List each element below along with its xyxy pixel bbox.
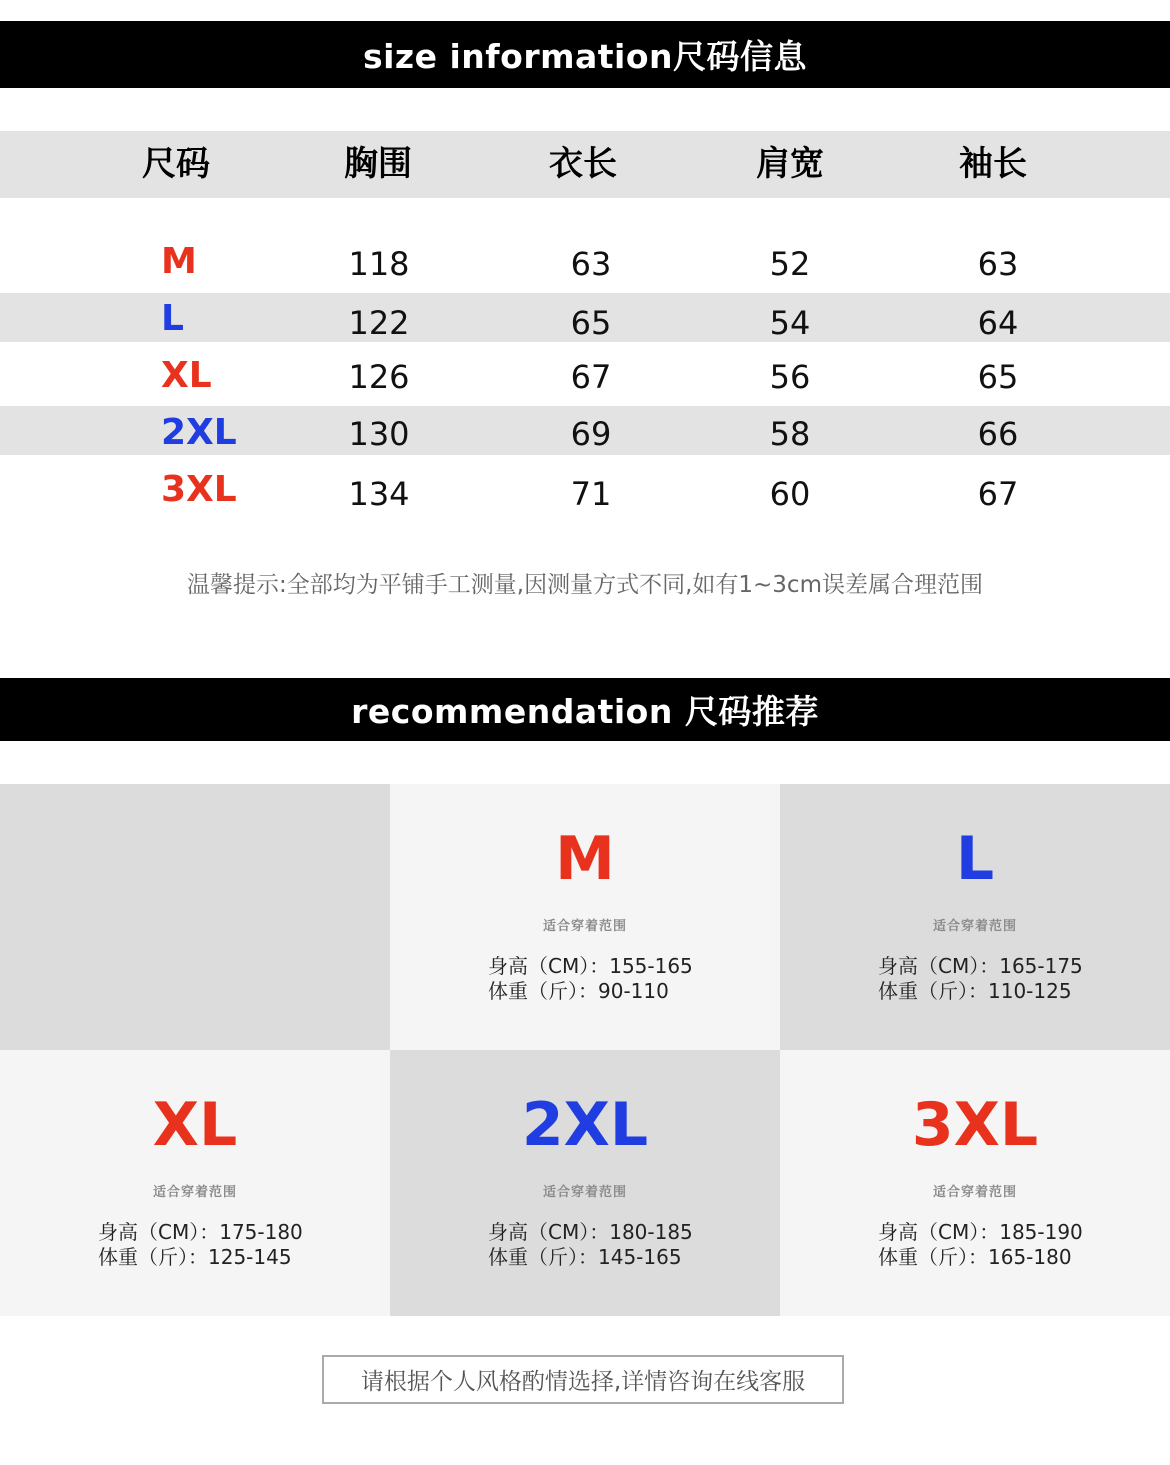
size-table-header	[0, 131, 1170, 198]
fit-label: 适合穿着范围	[932, 1185, 1017, 1200]
card-size: 2XL	[521, 1090, 649, 1160]
size-label-3xl: 3XL	[161, 469, 237, 510]
card-size: XL	[152, 1090, 238, 1160]
length-value: 67	[570, 358, 612, 396]
recommend-card-xl	[0, 1050, 390, 1316]
height-range: 身高（CM）：180-185	[488, 1220, 693, 1244]
chest-value: 122	[348, 304, 410, 342]
sleeve-value: 65	[977, 358, 1019, 396]
sleeve-value: 67	[977, 475, 1019, 513]
fit-label: 适合穿着范围	[152, 1185, 237, 1200]
size-information-title: size information尺码信息	[362, 37, 808, 76]
recommend-card-3xl	[780, 1050, 1170, 1316]
height-range: 身高（CM）：185-190	[878, 1220, 1083, 1244]
measurement-note: 温馨提示:全部均为平铺手工测量,因测量方式不同,如有1~3cm误差属合理范围	[187, 572, 983, 598]
fit-label: 适合穿着范围	[932, 919, 1017, 934]
shoulder-value: 56	[769, 358, 811, 396]
customer-service-note	[322, 1355, 844, 1404]
weight-range: 体重（斤）：90-110	[488, 979, 669, 1003]
fit-label: 适合穿着范围	[542, 1185, 627, 1200]
weight-range: 体重（斤）：125-145	[98, 1245, 292, 1269]
fit-label: 适合穿着范围	[542, 919, 627, 934]
header-chest: 胸围	[344, 144, 412, 184]
weight-range: 体重（斤）：110-125	[878, 979, 1072, 1003]
shoulder-value: 52	[769, 245, 811, 283]
header-sleeve: 袖长	[959, 144, 1027, 184]
recommend-card-m	[390, 784, 780, 1050]
size-information-banner	[0, 21, 1170, 88]
card-size: L	[955, 824, 995, 894]
shoulder-value: 58	[769, 415, 811, 453]
recommendation-banner	[0, 678, 1170, 741]
weight-range: 体重（斤）：145-165	[488, 1245, 682, 1269]
chest-value: 130	[348, 415, 410, 453]
length-value: 63	[570, 245, 612, 283]
recommend-card-l	[780, 784, 1170, 1050]
size-label-m: M	[161, 241, 197, 282]
card-size: M	[555, 824, 615, 894]
sleeve-value: 64	[977, 304, 1019, 342]
sleeve-value: 63	[977, 245, 1019, 283]
empty-card	[0, 784, 390, 1050]
weight-range: 体重（斤）：165-180	[878, 1245, 1072, 1269]
length-value: 69	[570, 415, 612, 453]
recommendation-title: recommendation 尺码推荐	[351, 692, 819, 731]
height-range: 身高（CM）：175-180	[98, 1220, 303, 1244]
chest-value: 118	[348, 245, 410, 283]
footer-text: 请根据个人风格酌情选择,详情咨询在线客服	[360, 1369, 806, 1395]
shoulder-value: 54	[769, 304, 811, 342]
length-value: 71	[570, 475, 612, 513]
sleeve-value: 66	[977, 415, 1019, 453]
length-value: 65	[570, 304, 612, 342]
header-size: 尺码	[142, 144, 210, 184]
recommend-card-2xl	[390, 1050, 780, 1316]
size-label-2xl: 2XL	[161, 412, 237, 453]
size-label-l: L	[161, 298, 184, 339]
chest-value: 126	[348, 358, 410, 396]
height-range: 身高（CM）：155-165	[488, 954, 693, 978]
card-size: 3XL	[911, 1090, 1039, 1160]
header-length: 衣长	[549, 144, 617, 184]
chest-value: 134	[348, 475, 410, 513]
size-label-xl: XL	[161, 355, 212, 396]
height-range: 身高（CM）：165-175	[878, 954, 1083, 978]
header-shoulder: 肩宽	[756, 144, 824, 184]
shoulder-value: 60	[769, 475, 811, 513]
